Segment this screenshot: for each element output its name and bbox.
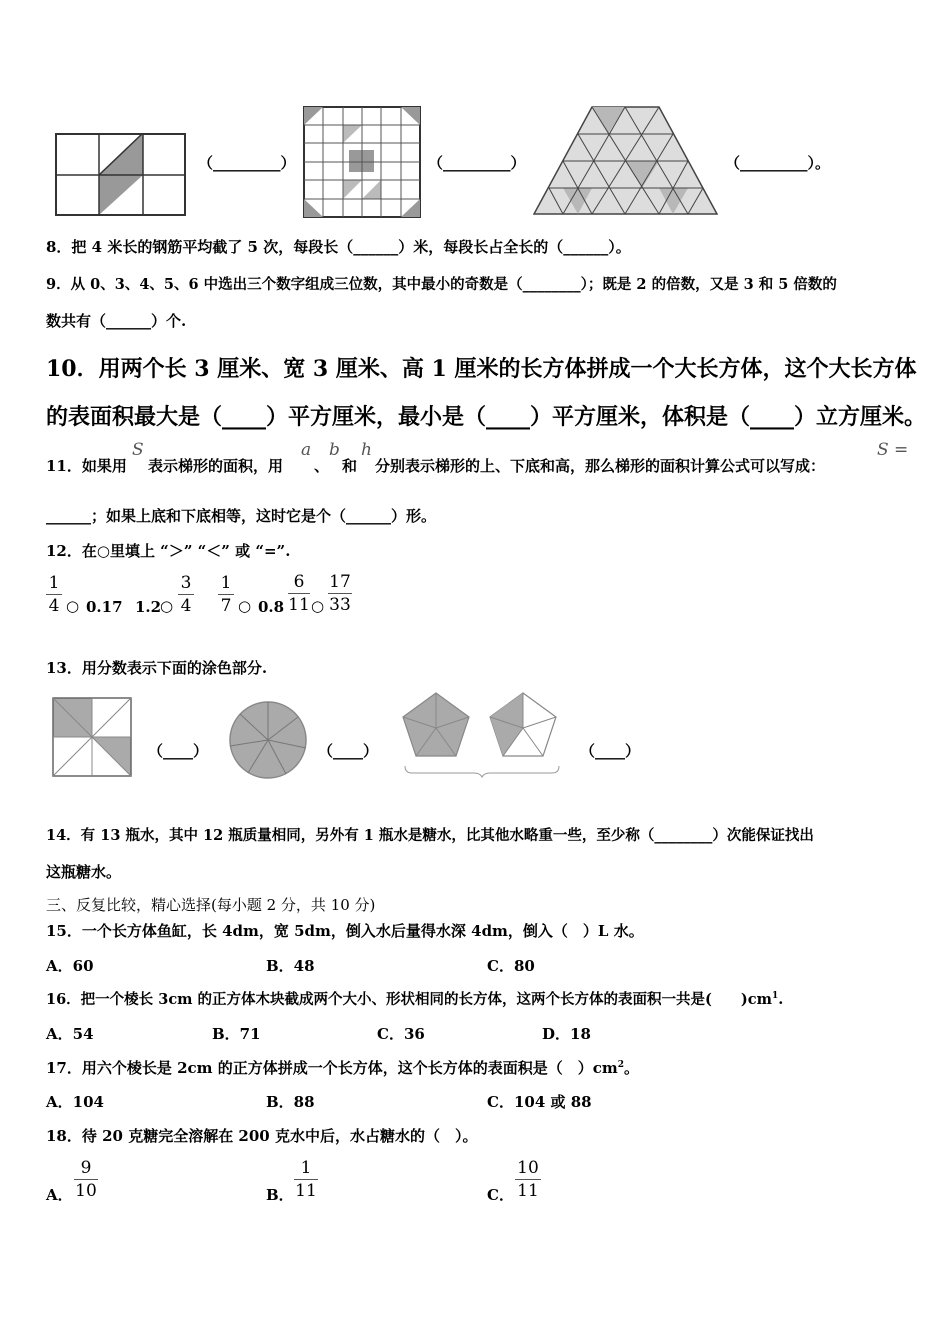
q11-number: 11．如果用: [46, 457, 127, 475]
q10-line1: 10．用两个长 3 厘米、宽 3 厘米、高 1 厘米的长方体拼成一个大长方体，这个大长方体: [46, 356, 917, 382]
compare-circle: ○: [311, 597, 325, 615]
q11-text2: 分别表示梯形的上、下底和高，那么梯形的面积计算公式可以写成：: [375, 457, 826, 475]
q11-and: 和: [342, 457, 358, 475]
fraction-3-4: 3 4: [178, 573, 194, 616]
q16-option-b[interactable]: B．71: [212, 1025, 261, 1043]
q13-blank-3: （____）: [580, 742, 641, 760]
q13-text: 13．用分数表示下面的涂色部分.: [46, 659, 268, 677]
q18-option-c-label[interactable]: C．: [487, 1186, 514, 1204]
q7-blank-1: （_________）: [198, 154, 296, 172]
fraction-17-33: 17 33: [329, 572, 351, 615]
circle-figure: [228, 700, 308, 780]
q11-var-a: a: [301, 440, 312, 460]
q15-text: 15．一个长方体鱼缸，长 4dm，宽 5dm，倒入水后量得水深 4dm，倒入（ ）L 水。: [46, 922, 644, 940]
q18-option-b-label[interactable]: B．: [266, 1186, 294, 1204]
q18-option-a-fraction[interactable]: 9 10: [75, 1158, 97, 1201]
q18-option-c-fraction[interactable]: 10 11: [515, 1158, 541, 1201]
q12-text: 12．在○里填上 “＞” “＜” 或 “=”.: [46, 542, 291, 560]
q11-var-b: b: [329, 440, 340, 460]
q16-option-c[interactable]: C．36: [377, 1025, 425, 1043]
q17-text: 17．用六个棱长是 2cm 的正方体拼成一个长方体，这个长方体的表面积是（ ）cm: [46, 1059, 618, 1077]
q13-blank-1: （____）: [148, 742, 209, 760]
q18-option-a-label[interactable]: A．: [46, 1186, 73, 1204]
q15-option-a[interactable]: A．60: [46, 957, 94, 975]
q7-blank-3: （_________）。: [725, 154, 831, 172]
q17-option-b[interactable]: B．88: [266, 1093, 315, 1111]
q16-text: 16．把一个棱长 3cm 的正方体木块截成两个大小、形状相同的长方体，这两个长方体的表面积一共是( )cm: [46, 991, 772, 1008]
q14-line1: 14．有 13 瓶水，其中 12 瓶质量相同，另外有 1 瓶水是糖水，比其他水略重一些，至少称（________）次能保证找出: [46, 827, 814, 844]
fraction-6-11: 6 11: [288, 572, 310, 615]
q15-option-c[interactable]: C．80: [487, 957, 535, 975]
q13-blank-2: （____）: [318, 742, 379, 760]
q17-question: [46, 1057, 639, 1078]
q16-superscript: 1: [771, 991, 779, 1002]
q18-option-b-fraction[interactable]: 1 11: [295, 1158, 317, 1201]
q16-option-d[interactable]: D．18: [542, 1025, 591, 1043]
fraction-1-7: 1 7: [218, 573, 234, 616]
q8-text: 8．把 4 米长的钢筋平均截了 5 次，每段长（______）米，每段长占全长的（______）。: [46, 238, 631, 256]
q17-option-a[interactable]: A．104: [46, 1093, 104, 1111]
compare-value-0-8: 0.8: [258, 598, 285, 616]
grid-square-figure: [303, 106, 421, 218]
q11-line2: ______；如果上底和下底相等，这时它是个（______）形。: [46, 507, 437, 525]
compare-circle: ○: [160, 597, 174, 615]
q16-tail: .: [778, 991, 784, 1008]
q16-option-a[interactable]: A．54: [46, 1025, 94, 1043]
q18-text: 18．待 20 克糖完全溶解在 200 克水中后，水占糖水的（ ）。: [46, 1127, 478, 1145]
compare-value-1-2: 1.2: [135, 598, 162, 616]
q17-option-c[interactable]: C．104 或 88: [487, 1093, 592, 1111]
compare-circle: ○: [66, 597, 80, 615]
q11-text1: 表示梯形的面积，用: [148, 457, 284, 475]
q17-tail: 。: [624, 1059, 640, 1077]
compare-circle: ○: [238, 597, 252, 615]
fraction-1-4: 1 4: [46, 573, 62, 616]
q7-blank-2: （_________）: [428, 154, 526, 172]
q9-line1: 9．从 0、3、4、5、6 中选出三个数字组成三位数，其中最小的奇数是（________）；既是 2 的倍数，又是 3 和 5 倍数的: [46, 276, 837, 293]
q11-formula-start: S =: [877, 440, 909, 460]
q15-option-b[interactable]: B．48: [266, 957, 315, 975]
q17-superscript: 2: [617, 1060, 625, 1070]
q11-separator: 、: [314, 457, 330, 475]
q14-line2: 这瓶糖水。: [46, 863, 122, 881]
grid-rect-figure: [55, 133, 187, 217]
section-3-heading: 三、反复比较，精心选择(每小题 2 分，共 10 分): [46, 896, 376, 914]
pentagons-figure: [400, 688, 562, 778]
q9-line2: 数共有（______）个.: [46, 312, 187, 330]
pinwheel-square-figure: [52, 697, 132, 778]
triangle-grid-figure: [533, 106, 718, 216]
q11-var-h: h: [361, 440, 372, 460]
q16-question: [46, 988, 783, 1009]
q11-var-s: S: [132, 440, 144, 460]
q10-line2: 的表面积最大是（____）平方厘米，最小是（____）平方厘米，体积是（____）立方厘米。: [46, 404, 927, 430]
compare-value-0-17: 0.17: [86, 598, 123, 616]
